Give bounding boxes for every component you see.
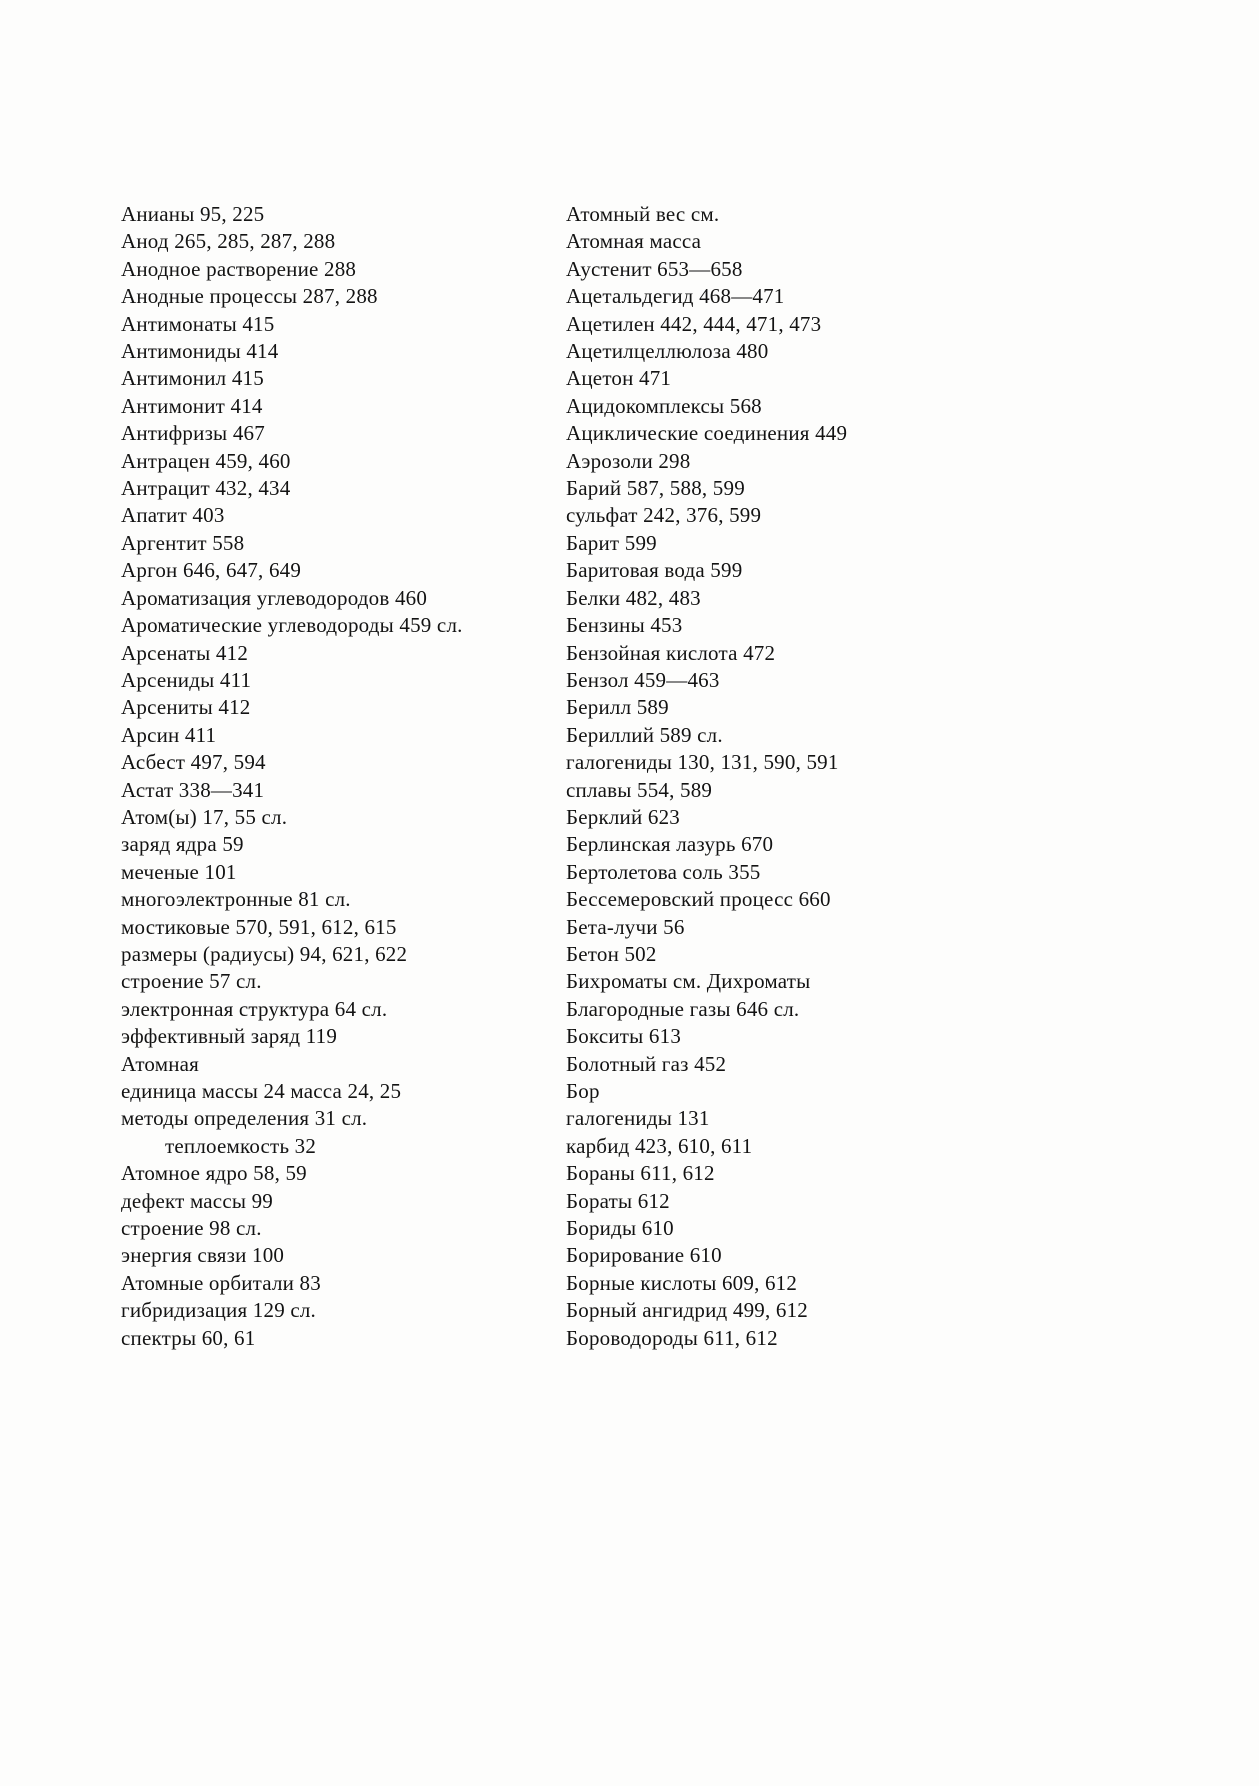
index-entry: Баритовая вода 599 xyxy=(566,558,743,583)
index-entry: энергия связи 100 xyxy=(121,1243,285,1268)
index-entry: Анодное растворение 288 xyxy=(121,256,357,281)
index-entry: Анод 265, 285, 287, 288 xyxy=(121,229,336,254)
index-entry: теплоемкость 32 xyxy=(165,1133,317,1158)
index-entry: галогениды 130, 131, 590, 591 xyxy=(566,750,839,775)
index-entry: Ароматические углеводороды 459 сл. xyxy=(121,613,463,638)
index-entry: строение 57 сл. xyxy=(121,969,262,994)
index-entry: Бихроматы см. Дихроматы xyxy=(566,969,811,994)
index-columns xyxy=(121,201,1126,1352)
index-column-right xyxy=(566,201,1126,1352)
index-entry: Арсин 411 xyxy=(121,722,217,747)
index-entry: Ацетальдегид 468—471 xyxy=(566,284,785,309)
index-entry: галогениды 131 xyxy=(566,1106,710,1131)
index-entry: Болотный газ 452 xyxy=(566,1051,727,1076)
index-entry: Борирование 610 xyxy=(566,1243,722,1268)
index-entry: Бессемеровский процесс 660 xyxy=(566,887,831,912)
index-column-left xyxy=(121,201,566,1352)
index-entry: Ацетилен 442, 444, 471, 473 xyxy=(566,311,822,336)
index-entry: Бораны 611, 612 xyxy=(566,1161,715,1186)
index-entry: Асбест 497, 594 xyxy=(121,750,266,775)
index-entry: Бетон 502 xyxy=(566,941,657,966)
index-entry: Аэрозоли 298 xyxy=(566,448,691,473)
index-entry: Атом(ы) 17, 55 сл. xyxy=(121,804,288,829)
index-entry: Антрацит 432, 434 xyxy=(121,476,291,501)
index-entry: Бета-лучи 56 xyxy=(566,914,685,939)
index-entry: Аустенит 653—658 xyxy=(566,256,743,281)
index-entry: Белки 482, 483 xyxy=(566,585,701,610)
index-entry: Аргентит 558 xyxy=(121,530,245,555)
index-entry: Ароматизация углеводородов 460 xyxy=(121,585,428,610)
index-entry: Ацидокомплексы 568 xyxy=(566,393,762,418)
index-entry: единица массы 24 масса 24, 25 xyxy=(121,1079,402,1103)
index-entry: Борные кислоты 609, 612 xyxy=(566,1270,798,1295)
index-entry: Арсениды 411 xyxy=(121,667,252,692)
index-entry: сульфат 242, 376, 599 xyxy=(566,503,762,528)
index-entry: Атомные орбитали 83 xyxy=(121,1270,321,1295)
index-entry: Бор xyxy=(566,1079,600,1103)
index-entry: Бензол 459—463 xyxy=(566,667,720,692)
index-entry: Ацетилцеллюлоза 480 xyxy=(566,339,769,364)
index-entry: Бориды 610 xyxy=(566,1216,674,1241)
index-entry: строение 98 сл. xyxy=(121,1216,262,1241)
index-entry: сплавы 554, 589 xyxy=(566,777,713,802)
index-entry: Антифризы 467 xyxy=(121,421,265,446)
index-entry: Ациклические соединения 449 xyxy=(566,421,848,446)
index-entry: Атомная масса xyxy=(566,229,702,254)
index-entry: гибридизация 129 сл. xyxy=(121,1298,316,1323)
index-entry: спектры 60, 61 xyxy=(121,1325,256,1350)
index-entry: карбид 423, 610, 611 xyxy=(566,1133,753,1158)
index-entry: дефект массы 99 xyxy=(121,1188,274,1213)
index-entry: Антимониды 414 xyxy=(121,339,279,364)
index-entry: Анианы 95, 225 xyxy=(121,202,265,226)
index-entry: мостиковые 570, 591, 612, 615 xyxy=(121,914,397,939)
index-entry: Апатит 403 xyxy=(121,503,225,528)
index-entry: Барит 599 xyxy=(566,530,657,555)
index-entry: эффективный заряд 119 xyxy=(121,1024,338,1049)
index-entry: Благородные газы 646 сл. xyxy=(566,996,800,1021)
index-entry: Бокситы 613 xyxy=(566,1024,682,1049)
index-entry: Борный ангидрид 499, 612 xyxy=(566,1298,808,1323)
index-entry: многоэлектронные 81 сл. xyxy=(121,887,351,912)
index-entry: Бензойная кислота 472 xyxy=(566,640,776,665)
index-entry: Атомный вес см. xyxy=(566,202,720,226)
index-entry: Бериллий 589 сл. xyxy=(566,722,723,747)
index-entry: Антимонил 415 xyxy=(121,366,264,391)
index-entry: методы определения 31 сл. xyxy=(121,1106,368,1131)
index-entry: Антимонаты 415 xyxy=(121,311,275,336)
index-entry: Аргон 646, 647, 649 xyxy=(121,558,302,583)
index-entry: Берклий 623 xyxy=(566,804,680,829)
index-entry: Анодные процессы 287, 288 xyxy=(121,284,378,309)
index-entry: заряд ядра 59 xyxy=(121,832,244,857)
index-entry: Атомное ядро 58, 59 xyxy=(121,1161,307,1186)
index-entry: Берлинская лазурь 670 xyxy=(566,832,774,857)
index-entry: Бороводороды 611, 612 xyxy=(566,1325,778,1350)
index-entry: Атомная xyxy=(121,1051,200,1076)
index-entry: меченые 101 xyxy=(121,859,237,884)
index-entry: размеры (радиусы) 94, 621, 622 xyxy=(121,941,408,966)
index-entry: Бензины 453 xyxy=(566,613,683,638)
index-entry: Барий 587, 588, 599 xyxy=(566,476,745,501)
index-entry: Астат 338—341 xyxy=(121,777,265,802)
index-entry: Арсениты 412 xyxy=(121,695,251,720)
index-entry: Бораты 612 xyxy=(566,1188,670,1213)
index-entry: Ацетон 471 xyxy=(566,366,672,391)
index-entry: электронная структура 64 сл. xyxy=(121,996,388,1021)
index-entry: Антрацен 459, 460 xyxy=(121,448,291,473)
index-entry: Бертолетова соль 355 xyxy=(566,859,761,884)
index-entry: Берилл 589 xyxy=(566,695,669,720)
index-entry: Антимонит 414 xyxy=(121,393,263,418)
index-entry: Арсенаты 412 xyxy=(121,640,249,665)
